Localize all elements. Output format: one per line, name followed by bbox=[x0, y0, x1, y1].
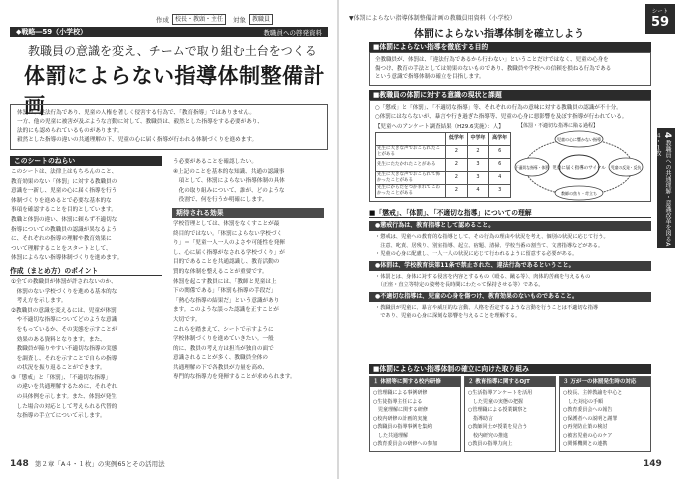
status-box bbox=[369, 100, 651, 202]
initiatives-columns bbox=[369, 376, 651, 452]
intro-line: 体罰は、違法行為であり、児童の人権を著しく侵害する行為で、「教育指導」ではありません。 bbox=[17, 110, 255, 116]
table-cell: 4 bbox=[467, 184, 489, 197]
table-cell: 先生に大きな声でおこられて怖かったことがある bbox=[376, 171, 446, 184]
text-line: 下の関係である」「体罰も指導の手段だ」 bbox=[173, 288, 277, 295]
purpose-section bbox=[369, 42, 651, 86]
cycle-center-label: 児童に届く指導のサイクル bbox=[552, 166, 606, 171]
sheet-tab-number: 59 bbox=[650, 15, 670, 30]
points-text bbox=[10, 276, 162, 424]
table-cell: 先生に大きな声でおこられたことがある bbox=[376, 145, 446, 158]
list-item: ○教師同士が授業を見合う bbox=[468, 424, 528, 430]
text-line: ・体罰とは、身体に対する侵害を内容とするもの（殴る、蹴る等）、肉体的苦痛を与えるもの bbox=[375, 273, 591, 280]
table-cell: 2 bbox=[446, 145, 468, 158]
table-header-cell: 中学年 bbox=[467, 132, 489, 145]
text-line: ④上記のことを基本的な知識、共通の認識事 bbox=[173, 168, 285, 175]
text-line: り」＝「児童一人一人のよさや可能性を発揮 bbox=[173, 240, 285, 247]
initiative-column bbox=[464, 376, 556, 452]
sheet-caption: ▼体罰によらない指導体制整備計画の教職員用資料（小学校） bbox=[349, 15, 516, 22]
status-head: ■教職員の体罰に対する意識の現状と課題 bbox=[369, 90, 651, 100]
text-line: という意識で指導体制の確立を目指します。 bbox=[375, 74, 485, 80]
text-line: 「熱心な指導の結果だ」という意識があり bbox=[173, 297, 280, 304]
table-cell: 4 bbox=[489, 171, 511, 184]
text-line: 教職員が陥りやすい不適切な指導の実態 bbox=[11, 346, 118, 353]
text-line: ③「懲戒」と「体罰」、「不適切な指導」 bbox=[11, 374, 112, 381]
text-line: を調査し、それを示すことで自らの指導 bbox=[11, 355, 118, 362]
section-head-aim: このシートのねらい bbox=[10, 156, 162, 166]
understanding-section bbox=[369, 208, 651, 323]
page-number-left: 148 bbox=[10, 459, 29, 469]
band-discipline: ●懲戒行為は、教育指導として認めること。 bbox=[369, 221, 651, 231]
text-line: 体罰によらない指導体制づくりを進めます。 bbox=[11, 255, 123, 262]
text-line: な指導の手立てについて示します。 bbox=[11, 413, 106, 420]
table-cell: 2 bbox=[467, 145, 489, 158]
text-line: 質的な体制を整えることが重要です。 bbox=[173, 268, 268, 275]
text-line: 意識されることが多く、教職員全体の bbox=[173, 355, 268, 362]
initiatives-head: ■体罰によらない指導体制の確立に向けた取り組み bbox=[369, 364, 651, 374]
text-line: 目的であることを共通認識し、教育活動の bbox=[173, 259, 280, 266]
intro-line: 一方、他の児童に被害が及ぶような言動に対して、教職員は、毅然とした指導をする必要があり、 bbox=[17, 119, 264, 125]
initiative-column-body bbox=[370, 387, 460, 451]
table-row bbox=[376, 171, 511, 184]
table-header-cell: 低学年 bbox=[446, 132, 468, 145]
creator-value: 校長・教頭・主任 bbox=[172, 14, 226, 25]
text-line: 大切です。 bbox=[173, 316, 201, 323]
list-item: ○教育委員会の研修への参加 bbox=[373, 441, 438, 447]
table-cell: 3 bbox=[489, 184, 511, 197]
text-line: 項として、体罰によらない指導体制の具体 bbox=[173, 178, 285, 185]
text-line: に、それぞれの指導の理解や教育効果に bbox=[11, 236, 112, 243]
list-item: した児童の実態の把握 bbox=[468, 398, 524, 405]
list-item: ○教職員の指導事例を集約 bbox=[373, 424, 433, 430]
text-line: ・教職員が児童に、暴言や威圧的な言動、人格を否定するような言動を行うことは不適切な指導 bbox=[375, 304, 599, 311]
list-item: ○生活指導アンケートを活用 bbox=[468, 390, 533, 396]
list-item: ○管理職による事例研修 bbox=[373, 390, 428, 396]
list-item: ○校内研修の計画的実施 bbox=[373, 415, 428, 422]
list-item: ○被害児童の心のケア bbox=[563, 432, 613, 439]
sheet-tab-label: シート bbox=[651, 9, 669, 15]
target-value: 教職員 bbox=[249, 14, 273, 25]
section-head-effect: 期待される効果 bbox=[172, 208, 324, 218]
points-continued-text bbox=[172, 156, 324, 208]
table-cell: 3 bbox=[467, 171, 489, 184]
list-item: した対応の手順 bbox=[563, 398, 604, 405]
list-item: 校内研究の推進 bbox=[468, 432, 509, 439]
initiative-column bbox=[559, 376, 651, 452]
text-line: ②教職員の意識を変えるには、児童が体罰 bbox=[11, 307, 117, 314]
right-page bbox=[339, 0, 677, 479]
initiative-column-body bbox=[465, 387, 555, 451]
chapter-side-text: 教職員への共通理解・意識改革を図るA４・１枚 bbox=[654, 132, 671, 247]
text-line: これらを踏まえて、シートで示すように bbox=[173, 326, 274, 333]
text-line: 指導についての教職員の認識が異なるよう bbox=[11, 226, 118, 233]
initiative-column-body bbox=[560, 387, 650, 451]
text-line: 体罰を起こす教員には、「教師と児童は上 bbox=[173, 278, 277, 285]
text-line: ○「懲戒」と「体罰」、「不適切な指導」等、それぞれの行為の意味に対する教職員の認識が不十分。 bbox=[375, 105, 622, 111]
text-line: 全教職員が、体罰は、「違法行為であるから行わない」ということだけではなく、児童の心身を bbox=[375, 57, 609, 63]
list-item: ○管理職による授業観察と bbox=[468, 407, 528, 413]
band-discipline-text bbox=[369, 231, 651, 261]
text-line: 効果のある資料となります。また、 bbox=[11, 336, 106, 343]
status-section bbox=[369, 90, 651, 202]
text-line: 共通理解の下で各教員が力量を高め、 bbox=[173, 364, 268, 371]
table-cell: 先生にたたかれたことがある bbox=[376, 158, 446, 171]
lead-text: 教職員の意識を変え、チームで取り組む土台をつくる bbox=[28, 44, 317, 58]
text-line: 事項を確認することを目的としています。 bbox=[11, 207, 117, 214]
text-line: 意識を一新し、児童の心に届く指導を行う bbox=[11, 188, 118, 195]
cycle-left-label: 不適切な指導・体罰 bbox=[514, 165, 550, 170]
text-line: 専門的な指導力を発揮することが求められます。 bbox=[173, 374, 296, 381]
table-header-row bbox=[376, 132, 511, 145]
text-line: 化の取り組みについて、誰が、どのような bbox=[173, 187, 285, 194]
list-item: ○関係機関との連携 bbox=[563, 441, 608, 447]
list-item: した共通理解 bbox=[373, 432, 409, 439]
text-line: し、心に届く指導がなされる学校づくり」が bbox=[173, 249, 285, 256]
band-corporal-punishment: ●体罰は、学校教育法第11条で禁止された、違法行為であるということ。 bbox=[369, 261, 651, 271]
intro-line: 毅然とした指導の違いの共通理解の下、児童の心に届く指導が行われる体制づくりを進めます。 bbox=[17, 137, 258, 143]
text-line: う必要があることを確認したい。 bbox=[173, 159, 257, 165]
table-cell: 2 bbox=[446, 171, 468, 184]
text-line: 考え方を示します。 bbox=[11, 298, 67, 305]
text-line: であり、児童の心身に深刻な影響を与えることを理解する。 bbox=[375, 313, 521, 319]
creator-label: 作成 bbox=[156, 15, 169, 24]
table-header-cell bbox=[376, 132, 446, 145]
text-line: 役割で、何を行うか明確にします。 bbox=[173, 197, 268, 204]
left-footer bbox=[10, 459, 165, 469]
target-label: 対象 bbox=[233, 15, 247, 24]
chapter-side-tab bbox=[654, 128, 675, 248]
left-column bbox=[10, 156, 162, 424]
initiative-column-head: ３ 万が一の体罰発生時の対応 bbox=[560, 377, 650, 387]
text-line: 学校体制づくりを進めていきたい。一般 bbox=[173, 336, 274, 343]
table-cell: 3 bbox=[467, 158, 489, 171]
text-line: このシートは、法律上はもちろんのこと、 bbox=[11, 169, 118, 175]
understanding-head: ■「懲戒」、「体罰」、「不適切な指導」についての理解 bbox=[369, 208, 651, 218]
list-item: ○教育委員会への報告 bbox=[563, 407, 613, 413]
band-corporal-punishment-text bbox=[369, 271, 651, 292]
effect-text bbox=[172, 218, 324, 385]
strategy-bar bbox=[10, 27, 328, 37]
aim-text bbox=[10, 166, 162, 266]
page-number-right: 149 bbox=[643, 459, 662, 469]
list-item: ○教員の指導力向上 bbox=[468, 441, 513, 447]
cycle-diagram bbox=[514, 129, 644, 201]
strategy-subtitle: 教職員への啓発資料 bbox=[263, 28, 322, 37]
left-page bbox=[0, 0, 338, 479]
sheet-number-tab bbox=[645, 4, 675, 34]
table-cell: 2 bbox=[446, 184, 468, 197]
table-row bbox=[376, 158, 511, 171]
cycle-top-label: 児童の心に響かない指導 bbox=[557, 137, 601, 142]
page-title: 体罰によらない指導体制整備計画 bbox=[24, 64, 325, 118]
section-head-points: 作成（まとめ方）のポイント bbox=[10, 266, 162, 276]
list-item: ○保護者への説明と謝罪 bbox=[563, 415, 618, 422]
text-line: 教育効果のない「体罰」に対する教職員の bbox=[11, 178, 118, 185]
text-line: ○体罰にはならないが、暴言や行き過ぎた指導等、児童の心身に悪影響を及ぼす指導が行われている。 bbox=[375, 113, 628, 120]
text-line: 体制づくりを進めるとで必要な基本的な bbox=[11, 197, 112, 204]
text-line: ついて理解することをスタートとして、 bbox=[11, 245, 112, 252]
initiative-column-head: ２ 教育指導に関するOJT bbox=[465, 377, 555, 387]
list-item: ○校長、主幹教諭を中心と bbox=[563, 390, 623, 396]
intro-box bbox=[10, 104, 328, 150]
creator-target-bar bbox=[10, 13, 328, 25]
text-line: 体罰のない学校づくりを進める基本的な bbox=[11, 288, 118, 295]
list-item: ○再発防止策の検討 bbox=[563, 424, 608, 430]
text-line: 学校管理としては、体罰をなくすことが最 bbox=[173, 220, 280, 227]
sheet-title: 体罰によらない指導体制を確立しよう bbox=[399, 25, 599, 43]
initiative-column-head: １ 体罰等に関する校内研修 bbox=[370, 377, 460, 387]
right-column bbox=[172, 156, 324, 385]
text-line: をもっているか、その実態を示すことが bbox=[11, 326, 118, 333]
strategy-number: ◆戦略―59（小学校） bbox=[16, 28, 88, 36]
chapter-title: 第２章「A４・１枚」の実例65とその活用法 bbox=[34, 460, 165, 468]
text-line: ①全ての教職員が体罰が許されないのか、 bbox=[11, 278, 117, 285]
text-line: ・児童の心身に配慮し、一人一人の状況に応じて行われるように留意する必要がある。 bbox=[375, 251, 578, 257]
table-cell: 6 bbox=[489, 145, 511, 158]
band-inappropriate-text bbox=[369, 302, 651, 323]
table-cell: 2 bbox=[446, 158, 468, 171]
text-line: 傷つけ、教育の手法としては効果のないものであり、教職員や学校への信頼を損ねる行為である bbox=[375, 65, 612, 72]
initiative-column bbox=[369, 376, 461, 452]
text-line: ます。このような誤った認識を正すことが bbox=[173, 307, 279, 314]
list-item: 指導助言 bbox=[468, 415, 494, 422]
survey-table bbox=[375, 132, 511, 198]
table-cell: 先生にからだをつかまれてこわかったことがある bbox=[376, 184, 446, 197]
cycle-right-label: 児童の反発・反抗 bbox=[610, 165, 642, 170]
text-line: （正座・直立等特定の姿勢を長時間にわたって保持させる等）である。 bbox=[375, 282, 544, 288]
list-item: 児童理解に関する研修 bbox=[373, 407, 429, 413]
chapter-number: 4 bbox=[662, 132, 672, 139]
list-item: ○生徒指導主任による bbox=[373, 398, 423, 405]
text-line: や不適切な指導についてどのような意識 bbox=[11, 317, 118, 324]
cycle-title: 【体罰・不適切な指導に陥る過程】 bbox=[518, 123, 599, 129]
band-inappropriate: ●不適切な指導は、児童の心身を傷つけ、教育効果のないものであること。 bbox=[369, 292, 651, 302]
text-line: 終目的ではない。「体罰によらない学校づく bbox=[173, 230, 283, 237]
cycle-bottom-label: 教師の焦り・苛立ち bbox=[561, 191, 597, 196]
text-line: の違いを共通理解するために、それぞれ bbox=[11, 384, 118, 391]
initiatives-section bbox=[369, 364, 651, 452]
text-line: 的に、教員の考え方は担当が独自の面で bbox=[173, 345, 274, 352]
text-line: 注意、叱責、居残り、別室指導、起立、宿題、清掃、学校当番の割当て、文書指導などがある。 bbox=[375, 242, 604, 249]
text-line: 教職と体罰の違い、体罰に頼らず不適切な bbox=[11, 216, 118, 223]
text-line: の具体例を示します。また、体罰が発生 bbox=[11, 394, 117, 401]
text-line: した場合の対応として考えられる代替的 bbox=[11, 403, 118, 410]
table-cell: 6 bbox=[489, 158, 511, 171]
survey-title: 【児童へのアンケート調査結果（H29.6実施）：人】 bbox=[375, 124, 504, 130]
text-line: ・懲戒は、児童への教育的な指導として、その行為の理由や状況を考え、個別の状況に応じて行う。 bbox=[375, 234, 609, 240]
purpose-head: ■体罰によらない指導を徹底する目的 bbox=[369, 42, 651, 52]
table-header-cell: 高学年 bbox=[489, 132, 511, 145]
table-row bbox=[376, 184, 511, 197]
purpose-box bbox=[369, 52, 651, 86]
intro-line: 法的にも認められているものがあります。 bbox=[17, 128, 123, 134]
table-row bbox=[376, 145, 511, 158]
text-line: の状況を振り返ることができます。 bbox=[11, 365, 106, 372]
